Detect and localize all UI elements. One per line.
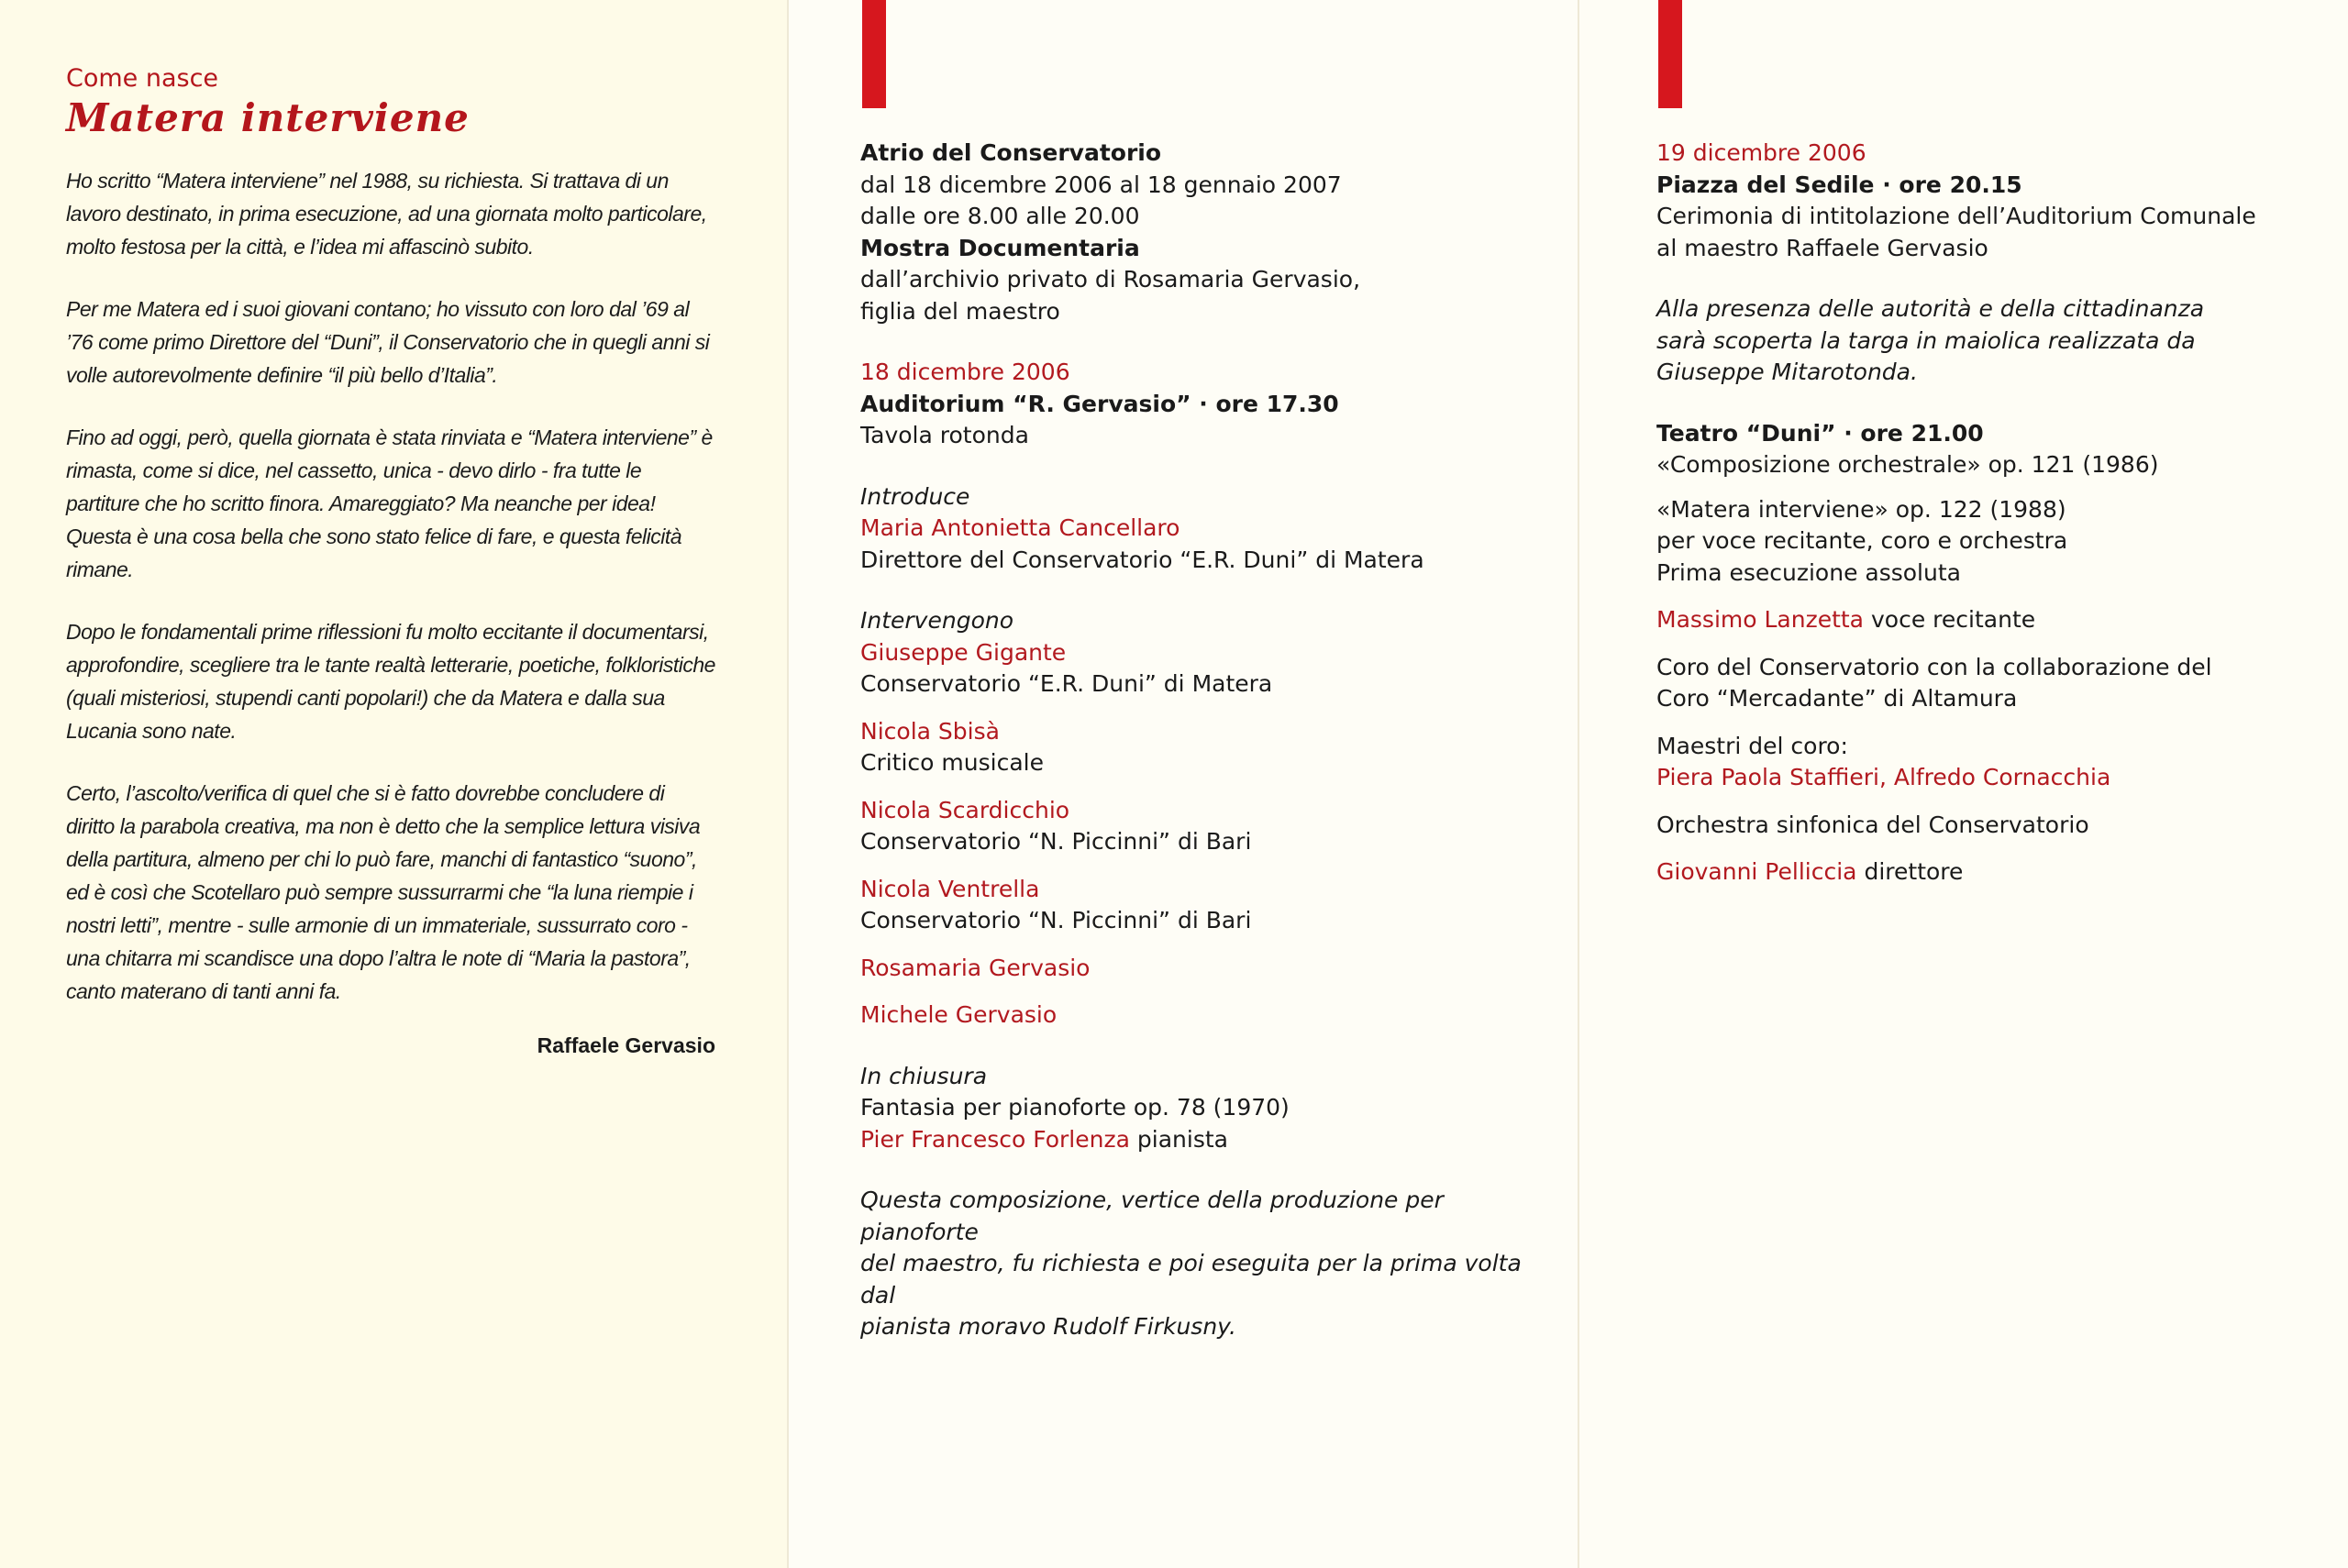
panel-intro: [0, 0, 787, 1568]
presence-note: Giuseppe Mitarotonda.: [1656, 359, 1918, 385]
red-accent-bar: [1658, 0, 1682, 108]
event-venue: Piazza del Sedile · ore 20.15: [1656, 171, 2022, 198]
pre-title: Come nasce: [66, 64, 219, 93]
orchestra: Orchestra sinfonica del Conservatorio: [1656, 811, 2089, 838]
signature: Raffaele Gervasio: [537, 1033, 715, 1058]
presence-note: Alla presenza delle autorità e della cittadinanza: [1656, 295, 2205, 322]
page-title: Matera interviene: [66, 95, 470, 141]
choir-masters-label: Maestri del coro:: [1656, 732, 1848, 759]
intro-column: [66, 64, 715, 1058]
ceremony-desc: Cerimonia di intitolazione dell’Auditorium Comunale: [1656, 203, 2256, 229]
speaker-role: Conservatorio “N. Piccinni” di Bari: [860, 828, 1252, 855]
speaker-name: Rosamaria Gervasio: [860, 954, 1091, 981]
event-date: 18 dicembre 2006: [860, 359, 1070, 385]
event-venue: Auditorium “R. Gervasio” · ore 17.30: [860, 390, 1339, 417]
closing-label: In chiusura: [860, 1062, 988, 1089]
paragraph: Fino ad oggi, però, quella giornata è stata rinviata e “Matera interviene” è rimasta, come si dice, nel cassetto, unica - devo dirlo - fra tutte le partiture che ho scritto finora. Amareggiato? Ma neanche per idea! Questa è una cosa bella che sono stato felice di fare, e questa felicità rimane.: [66, 425, 713, 582]
closing-note: del maestro, fu richiesta e poi eseguita per la prima volta dal: [860, 1250, 1522, 1309]
speaker-name: Giuseppe Gigante: [860, 638, 1067, 666]
pianist-line: [860, 1124, 1557, 1156]
paragraph: Dopo le fondamentali prime riflessioni fu molto eccitante il documentarsi, approfondire, scegliere tra le tante realtà letterarie, poetiche, folkloristiche (quali misteriosi, stupendi canti popolari!) che da Matera e dalla sua Lucania sono nate.: [66, 620, 715, 744]
panel-program-day1: [787, 0, 1579, 1568]
paragraph: Certo, l’ascolto/verifica di quel che si è fatto dovrebbe concludere di diritto la parabola creativa, ma non è detto che la semplice lettura visiva della partitura, almeno per chi lo può fare, manchi di fantastico “suono”, ed è così che Scotellaro può sempre sussurrarmi che “la luna riempie i nostri letti”, mentre - sulle armonie di un immateriale, sussurrato coro - una chitarra mi scandisce una dopo l’altra le note di “Maria la pastora”, canto materano di tanti anni fa.: [66, 781, 701, 1004]
venue-atrio: Atrio del Conservatorio: [860, 139, 1162, 166]
conductor-name: Giovanni Pelliccia: [1656, 858, 1857, 885]
speaker-name: Michele Gervasio: [860, 1001, 1058, 1028]
conductor-line: [1656, 856, 2335, 889]
program-column: [860, 138, 1557, 1343]
exhibition-title: Mostra Documentaria: [860, 234, 1140, 261]
conductor-role: direttore: [1864, 858, 1964, 885]
choir-desc: Coro “Mercadante” di Altamura: [1656, 685, 2018, 712]
closing-note: pianista moravo Rudolf Firkusny.: [860, 1313, 1236, 1340]
concert-piece: «Matera interviene» op. 122 (1988): [1656, 495, 2066, 523]
speaker-role: Conservatorio “N. Piccinni” di Bari: [860, 907, 1252, 933]
program-column: [1656, 138, 2335, 889]
speaker-name: Nicola Scardicchio: [860, 796, 1070, 823]
exhibition-dates: dal 18 dicembre 2006 al 18 gennaio 2007: [860, 171, 1342, 198]
piece-note: Prima esecuzione assoluta: [1656, 558, 1961, 586]
speaker-name: Nicola Sbisà: [860, 717, 1000, 745]
choir-desc: Coro del Conservatorio con la collaborazione del: [1656, 653, 2212, 680]
ceremony-desc: al maestro Raffaele Gervasio: [1656, 234, 1988, 261]
introducer-role: Direttore del Conservatorio “E.R. Duni” di Matera: [860, 546, 1424, 573]
introduce-label: Introduce: [860, 482, 970, 510]
panel-program-day2: [1578, 0, 2348, 1568]
paragraph: Per me Matera ed i suoi giovani contano; ho vissuto con loro dal ’69 al ’76 come primo Direttore del “Duni”, il Conservatorio che in quegli anni si volle autorevolmente definire “il più bello d’Italia”.: [66, 297, 710, 388]
concert-piece: «Composizione orchestrale» op. 121 (1986): [1656, 451, 2159, 478]
red-accent-bar: [862, 0, 886, 108]
choir-masters-names: Piera Paola Staffieri, Alfredo Cornacchia: [1656, 764, 2111, 790]
pianist-name: Pier Francesco Forlenza: [860, 1125, 1130, 1153]
exhibition-hours: dalle ore 8.00 alle 20.00: [860, 203, 1140, 229]
reciter-role: voce recitante: [1871, 606, 2036, 633]
exhibition-desc: figlia del maestro: [860, 297, 1060, 325]
closing-note: Questa composizione, vertice della produzione per pianoforte: [860, 1187, 1444, 1245]
reciter-line: [1656, 604, 2335, 636]
presence-note: sarà scoperta la targa in maiolica realizzata da: [1656, 326, 2196, 354]
introducer-name: Maria Antonietta Cancellaro: [860, 514, 1180, 541]
reciter-name: Massimo Lanzetta: [1656, 606, 1865, 633]
concert-venue: Teatro “Duni” · ore 21.00: [1656, 419, 1984, 447]
speaker-name: Nicola Ventrella: [860, 875, 1040, 902]
speaker-role: Conservatorio “E.R. Duni” di Matera: [860, 670, 1273, 697]
event-type: Tavola rotonda: [860, 422, 1029, 448]
event-date: 19 dicembre 2006: [1656, 139, 1866, 166]
speakers-label: Intervengono: [860, 607, 1014, 634]
exhibition-desc: dall’archivio privato di Rosamaria Gervasio,: [860, 266, 1361, 293]
paragraph: Ho scritto “Matera interviene” nel 1988, su richiesta. Si trattava di un lavoro destinato, in prima esecuzione, ad una giornata molto particolare, molto festosa per la città, e l’idea mi affascinò subito.: [66, 169, 707, 259]
piece-forces: per voce recitante, coro e orchestra: [1656, 527, 2068, 554]
closing-piece: Fantasia per pianoforte op. 78 (1970): [860, 1094, 1290, 1121]
pianist-role: pianista: [1136, 1125, 1228, 1153]
speaker-role: Critico musicale: [860, 749, 1044, 776]
